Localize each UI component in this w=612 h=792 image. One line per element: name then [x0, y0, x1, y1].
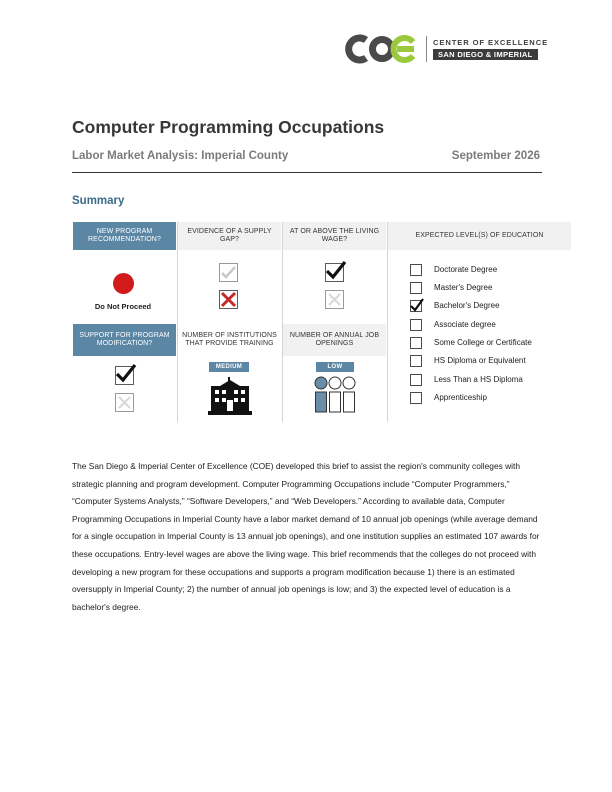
living-wage-header: AT OR ABOVE THE LIVING WAGE? — [283, 222, 386, 250]
education-checkbox-checked — [410, 300, 422, 312]
supply-gap-header: EVIDENCE OF A SUPPLY GAP? — [178, 222, 281, 250]
education-option-label: Associate degree — [434, 320, 496, 329]
modification-yes-checkbox — [115, 366, 134, 385]
education-header: EXPECTED LEVEL(S) OF EDUCATION — [388, 222, 571, 250]
education-option-label: Some College or Certificate — [434, 338, 532, 347]
logo-divider — [426, 36, 427, 62]
page-subtitle: Labor Market Analysis: Imperial County — [72, 150, 289, 162]
page-title: Computer Programming Occupations — [72, 117, 385, 137]
summary-paragraph: The San Diego & Imperial Center of Excellence (COE) developed this brief to assist the region's community colleges with strategic planning and program development. Computer Programming Occupations include “Computer Programmers,” “Computer Systems Analysts,” “Software Developers,” and “Web Developers.” According to available data, Computer Programming Occupations in Imperial County have a labor market demand of 10 annual job openings (while average demand for a single occupation in Imperial County is 13 annual job openings), and one institution supplies an estimated 107 awards for these occupations. Entry-level wages are above the living wage. This brief recommends that the colleges do not proceed with developing a new program for these occupations and supports a program modification because 1) there is an estimated oversupply in Imperial County; 2) the number of annual job openings is low; and 3) the expected level of education is a bachelor's degree. — [72, 461, 540, 612]
recommendation-result: Do Not Proceed — [94, 302, 152, 311]
org-name-line1: CENTER OF EXCELLENCE — [433, 38, 549, 47]
education-checkbox — [410, 392, 422, 404]
education-checkbox — [410, 374, 422, 386]
building-icon — [208, 377, 252, 415]
summary-heading: Summary — [72, 195, 125, 207]
people-icon — [314, 376, 358, 414]
grid-divider — [387, 222, 388, 422]
modification-no-checkbox — [115, 393, 134, 412]
education-option-label: Bachelor's Degree — [434, 301, 500, 310]
institutions-level-badge: MEDIUM — [209, 362, 249, 372]
grid-divider — [177, 222, 178, 422]
title-divider — [72, 172, 542, 173]
check-icon — [410, 298, 424, 312]
faded-check-icon — [220, 264, 237, 281]
faded-x-icon — [116, 394, 133, 411]
education-option-label: Less Than a HS Diploma — [434, 375, 523, 384]
institutions-header: NUMBER OF INSTITUTIONS THAT PROVIDE TRAINING — [178, 324, 281, 356]
modification-header: SUPPORT FOR PROGRAM MODIFICATION? — [73, 324, 176, 356]
report-date: September 2026 — [451, 150, 540, 162]
education-checkbox — [410, 264, 422, 276]
education-option-label: Doctorate Degree — [434, 265, 498, 274]
check-icon — [115, 363, 137, 383]
check-icon — [325, 260, 347, 280]
do-not-proceed-indicator-icon — [113, 273, 134, 294]
education-checkbox — [410, 355, 422, 367]
education-checkbox — [410, 282, 422, 294]
education-option-label: Apprenticeship — [434, 393, 487, 402]
living-wage-no-checkbox — [325, 290, 344, 309]
coe-logo — [344, 34, 549, 66]
job-openings-level-badge: LOW — [316, 362, 354, 372]
education-option-label: HS Diploma or Equivalent — [434, 356, 526, 365]
living-wage-yes-checkbox — [325, 263, 344, 282]
supply-gap-no-checkbox — [219, 290, 238, 309]
grid-divider — [282, 222, 283, 422]
supply-gap-yes-checkbox — [219, 263, 238, 282]
red-x-icon — [220, 291, 237, 308]
job-openings-header: NUMBER OF ANNUAL JOB OPENINGS — [283, 324, 386, 356]
org-name-line2: SAN DIEGO & IMPERIAL — [433, 49, 538, 60]
new-program-header: NEW PROGRAM RECOMMENDATION? — [73, 222, 176, 250]
education-option-label: Master's Degree — [434, 283, 493, 292]
coe-logo-mark-icon — [344, 34, 418, 64]
faded-x-icon — [326, 291, 343, 308]
education-checkbox — [410, 337, 422, 349]
education-checkbox — [410, 319, 422, 331]
